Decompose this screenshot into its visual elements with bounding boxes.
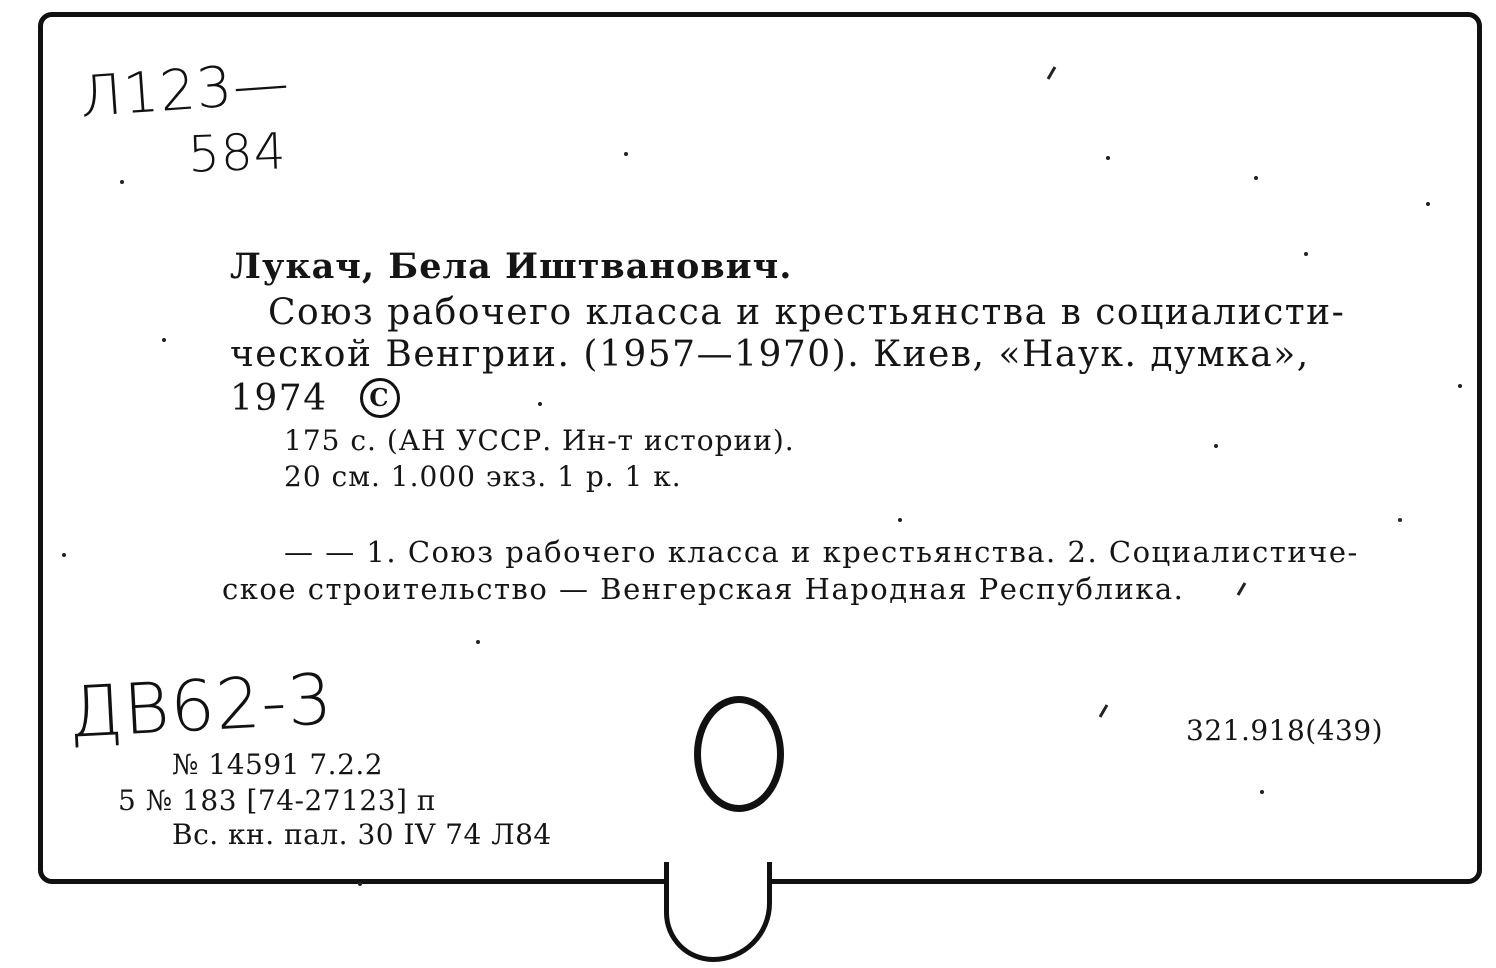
scan-speck — [1106, 156, 1110, 160]
card-footer-line-2: 5 № 183 [74-27123] п — [118, 784, 437, 817]
card-footer-line-3: Вс. кн. пал. 30 IV 74 Л84 — [172, 818, 552, 851]
scan-speck — [1458, 384, 1462, 388]
scan-speck — [1254, 176, 1258, 180]
scan-speck — [120, 180, 124, 184]
copyright-icon: C — [360, 378, 400, 418]
card-year: 1974 — [230, 378, 328, 419]
card-collation-line-2: 20 см. 1.000 экз. 1 р. 1 к. — [284, 460, 682, 493]
handwritten-shelf-code-line1: Л123— — [77, 50, 293, 131]
scan-speck — [162, 338, 166, 342]
scan-speck — [476, 640, 480, 644]
scan-speck — [62, 553, 66, 557]
card-subjects-line-2: ское строительство — Венгерская Народная Республика. — [222, 572, 1185, 606]
scan-speck — [1304, 252, 1308, 256]
scan-speck — [898, 518, 902, 522]
scan-speck — [1260, 790, 1264, 794]
card-bottom-tab — [664, 862, 772, 962]
card-title-line-3 — [230, 378, 400, 419]
scan-speck — [538, 402, 542, 406]
card-subjects-line-1: — — 1. Союз рабочего класса и крестьянства. 2. Социалистиче- — [284, 535, 1359, 569]
card-title-line-1: Союз рабочего класса и крестьянства в социалисти- — [268, 292, 1346, 333]
scan-speck — [1214, 444, 1218, 448]
card-collation-line-1: 175 с. (АН УССР. Ин-т истории). — [284, 424, 795, 457]
punch-hole — [694, 696, 784, 812]
handwritten-shelf-code-line2: 584 — [187, 122, 288, 184]
card-classification: 321.918(439) — [1186, 714, 1384, 747]
scan-speck — [1398, 518, 1402, 522]
scan-speck — [1426, 202, 1430, 206]
card-author: Лукач, Бела Иштванович. — [230, 246, 793, 287]
card-footer-line-1: № 14591 7.2.2 — [172, 748, 384, 781]
scan-speck — [358, 882, 362, 886]
handwritten-bottom-code: ДВ62-3 — [66, 658, 336, 754]
scan-speck — [624, 152, 628, 156]
card-title-line-2: ческой Венгрии. (1957—1970). Киев, «Наук. думка», — [230, 334, 1310, 375]
